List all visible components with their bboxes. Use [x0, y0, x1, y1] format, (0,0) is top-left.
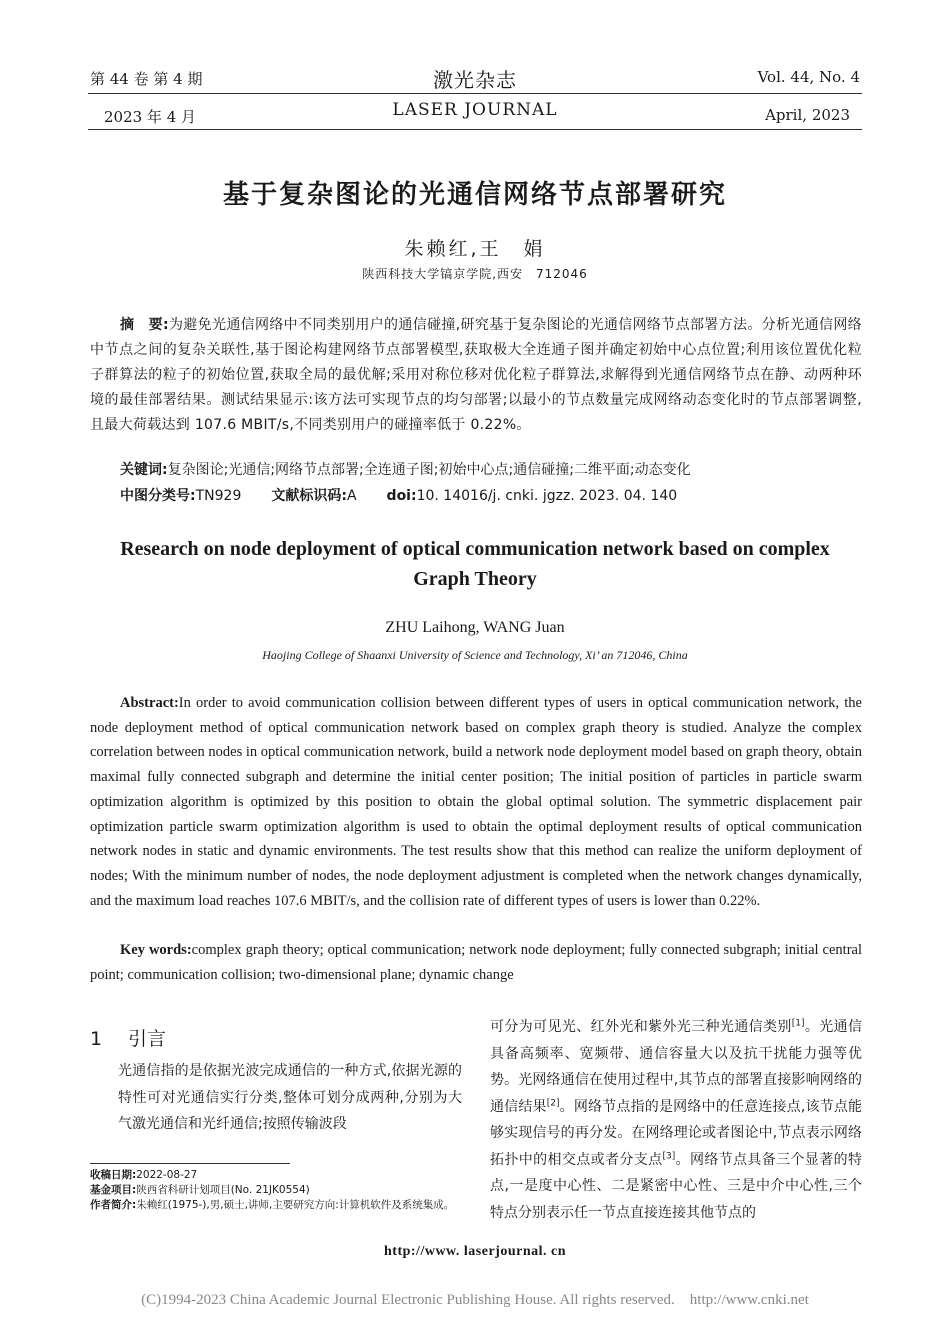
- body-column-right: [490, 1014, 862, 1226]
- affiliation-cn: 陕西科技大学镐京学院,西安 712046: [362, 267, 588, 281]
- abstract-cn: [90, 313, 862, 438]
- keywords-en-text: complex graph theory; optical communication; network node deployment; fully connected subgraph; initial central point; communication collision; two-dimensional plane; dynamic change: [90, 942, 862, 983]
- footnote-received: [90, 1168, 462, 1183]
- clc-value: TN929: [195, 488, 242, 504]
- authors-cn: 朱赖红,王 娟: [404, 238, 546, 260]
- date-cn: 2023 年 4 月: [104, 108, 197, 126]
- citation-ref[interactable]: [2]: [546, 1097, 560, 1108]
- doi-label: doi:: [386, 488, 417, 504]
- volume-issue-cn: 第 44 卷 第 4 期: [90, 70, 203, 88]
- paper-title-cn: 基于复杂图论的光通信网络节点部署研究: [222, 180, 727, 210]
- body-text-segment: 。光通信具备高频率、宽频带、通信容量大以及抗干扰能力强等优势。光网络通信在使用过程中,其节点的部署直接影响网络的通信结果: [490, 1019, 863, 1115]
- fund-value: 陕西省科研计划项目(No. 21JK0554): [136, 1184, 310, 1196]
- author-bio-value: 朱赖红(1975-),男,硕士,讲师,主要研究方向:计算机软件及系统集成。: [136, 1199, 455, 1211]
- keywords-en: [90, 938, 862, 987]
- body-paragraph: 光通信指的是依据光波完成通信的一种方式,依据光源的特性可对光通信实行分类,整体可划分成两种,分别为大气激光通信和光纤通信;按照传输波段: [118, 1063, 462, 1132]
- doi-value[interactable]: 10. 14016/j. cnki. jgzz. 2023. 04. 140: [416, 488, 678, 504]
- abstract-en-label: Abstract:: [120, 695, 179, 711]
- doc-code-label: 文献标识码:: [271, 488, 347, 504]
- authors-en: ZHU Laihong, WANG Juan: [385, 619, 565, 636]
- doc-code-value: A: [346, 488, 357, 504]
- abstract-cn-label: 摘 要:: [120, 317, 169, 333]
- volume-issue-en: Vol. 44, No. 4: [757, 68, 860, 86]
- body-column-left: [90, 1058, 462, 1138]
- paper-title-en: [0, 534, 950, 594]
- abstract-cn-text: 为避免光通信网络中不同类别用户的通信碰撞,研究基于复杂图论的光通信网络节点部署方法。分析光通信网络中节点之间的复杂关联性,基于图论构建网络节点部署模型,获取极大全连通子图并确定初始中心点位置;利用该位置优化粒子群算法的粒子的初始位置,获取全局的最优解;采用对称位移对优化粒子群算法,求解得到光通信网络节点在静、动两种环境的最佳部署结果。测试结果显示:该方法可实现节点的均匀部署;以最小的节点数量完成网络动态变化时的节点部署调整,且最大荷载达到 107.6 MBIT/s,不同类别用户的碰撞率低于 0.22%。: [90, 317, 862, 433]
- received-label: 收稿日期:: [90, 1169, 137, 1181]
- footnote-rule: [90, 1163, 290, 1164]
- copyright-watermark: (C)1994-2023 China Academic Journal Electronic Publishing House. All rights reserved. http://www.cnki.net: [141, 1292, 809, 1308]
- paper-title-en-text: Research on node deployment of optical communication network based on complex Graph Theory: [120, 538, 830, 590]
- abstract-en-text: In order to avoid communication collision between different types of users in optical communication network, the node deployment method of optical communication network based on complex graph theory is studied. Analyze the complex correlation between nodes in optical communication network, build a network node deployment model based on graph theory, obtain maximal fully connected subgraph and determine the initial center position; The initial position of particles in particle swarm optimization algorithm is optimized by this position to obtain the global optimal solution. The symmetric displacement pair optimization particle swarm optimization algorithm is used to obtain the optimal deployment results of optical communication network nodes in static and dynamic environments. The test results show that this method can realize the uniform deployment of nodes; With the minimum number of nodes, the node deployment adjustment is completed when the network changes dynamically, and the maximum load reaches 107.6 MBIT/s, and the collision rate of different types of users is lower than 0.22%.: [90, 695, 862, 909]
- footnote-fund: [90, 1183, 462, 1198]
- citation-ref[interactable]: [1]: [791, 1018, 805, 1029]
- section-title: 引言: [128, 1028, 167, 1050]
- header-rule-bottom: [88, 129, 862, 130]
- author-bio-label: 作者简介:: [90, 1199, 137, 1211]
- body-text-segment: 。网络节点指的是网络中的任意连接点,该节点能够实现信号的再分发。在网络理论或者图论中,节点表示网络拓扑中的相交点或者分支点: [490, 1098, 863, 1168]
- citation-ref[interactable]: [3]: [662, 1150, 676, 1161]
- journal-name-en: LASER JOURNAL: [392, 100, 558, 120]
- keywords-cn: [120, 459, 862, 481]
- affiliation-en: Haojing College of Shaanxi University of Science and Technology, Xi’ an 712046, China: [262, 648, 688, 662]
- date-en: April, 2023: [765, 106, 850, 124]
- journal-url-link[interactable]: http://www. laserjournal. cn: [384, 1244, 566, 1259]
- received-value: 2022-08-27: [136, 1169, 198, 1181]
- footnotes: [90, 1168, 462, 1213]
- classification-line: [120, 485, 862, 507]
- keywords-en-label: Key words:: [120, 942, 192, 958]
- keywords-cn-label: 关键词:: [120, 462, 168, 478]
- body-text-segment: 。网络节点具备三个显著的特点,一是度中心性、二是紧密中心性、三是中介中心性,三个特点分别表示任一节点直接连接其他节点的: [490, 1151, 863, 1221]
- journal-name-cn: 激光杂志: [433, 68, 517, 92]
- section-number: 1: [90, 1028, 103, 1050]
- body-text-segment: 可分为可见光、红外光和紫外光三种光通信类别: [490, 1019, 792, 1035]
- abstract-en: [90, 691, 862, 913]
- fund-label: 基金项目:: [90, 1184, 137, 1196]
- section-heading: [90, 1024, 166, 1051]
- footnote-author: [90, 1198, 462, 1213]
- header-rule: [88, 93, 862, 94]
- keywords-cn-text: 复杂图论;光通信;网络节点部署;全连通子图;初始中心点;通信碰撞;二维平面;动态变化: [167, 462, 691, 478]
- clc-label: 中图分类号:: [120, 488, 196, 504]
